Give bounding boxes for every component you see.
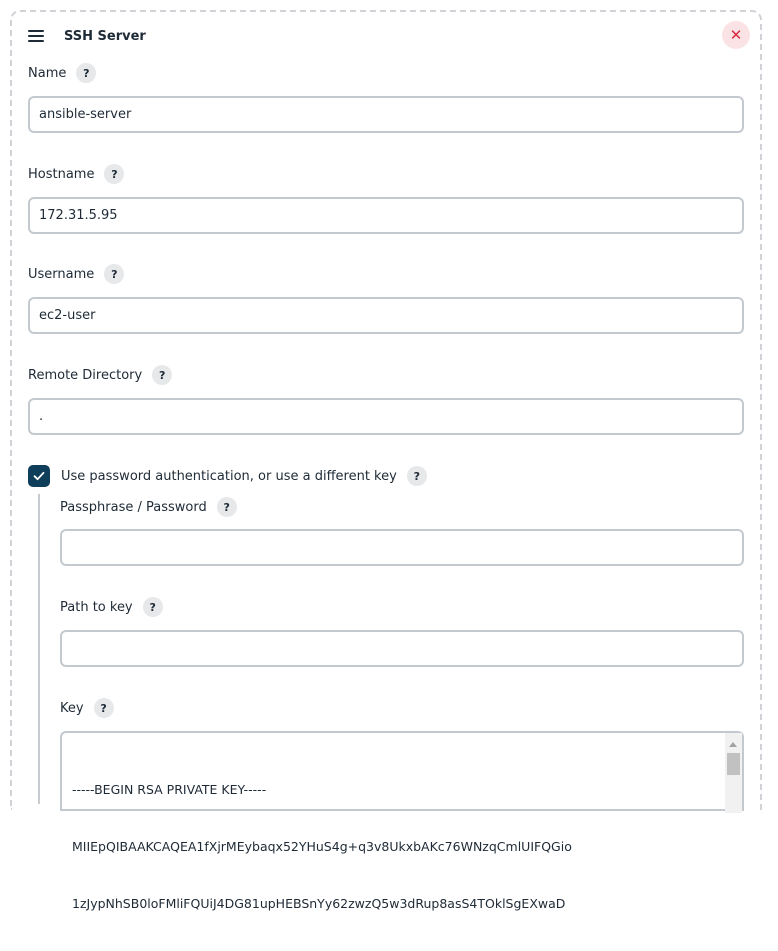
remote-directory-input[interactable]: [28, 398, 744, 435]
key-line: -----BEGIN RSA PRIVATE KEY-----: [72, 782, 267, 797]
nested-section-bar: [38, 494, 40, 804]
name-input[interactable]: [28, 96, 744, 133]
username-label: Username: [28, 266, 95, 282]
remote-directory-label: Remote Directory: [28, 367, 143, 383]
panel-header: [28, 24, 146, 48]
password-auth-label-row: [61, 466, 427, 486]
hostname-help-icon[interactable]: ?: [104, 164, 124, 184]
passphrase-label-row: [60, 497, 237, 517]
panel-title: SSH Server: [64, 28, 146, 44]
checkmark-icon: [32, 469, 46, 483]
hostname-label-row: [28, 164, 124, 184]
name-label: Name: [28, 65, 67, 81]
password-auth-label[interactable]: Use password authentication, or use a different key: [61, 468, 397, 484]
password-auth-help-icon[interactable]: ?: [407, 466, 427, 486]
remote-directory-help-icon[interactable]: ?: [152, 365, 172, 385]
passphrase-help-icon[interactable]: ?: [217, 497, 237, 517]
path-to-key-help-icon[interactable]: ?: [143, 597, 163, 617]
passphrase-label: Passphrase / Password: [60, 499, 207, 515]
key-label: Key: [60, 700, 84, 716]
scroll-up-arrow-icon[interactable]: [729, 742, 737, 747]
path-to-key-input[interactable]: [60, 630, 744, 667]
key-scrollbar[interactable]: [725, 733, 742, 813]
path-to-key-label: Path to key: [60, 599, 133, 615]
passphrase-input[interactable]: [60, 529, 744, 566]
key-text: [72, 742, 572, 951]
remote-directory-label-row: [28, 365, 172, 385]
name-label-row: [28, 63, 96, 83]
scroll-thumb[interactable]: [727, 753, 740, 775]
path-to-key-label-row: [60, 597, 163, 617]
name-help-icon[interactable]: ?: [76, 63, 96, 83]
username-help-icon[interactable]: ?: [104, 264, 124, 284]
key-line: 1zJypNhSB0loFMliFQUiJ4DG81upHEBSnYy62zwzQ5w3dRup8asS4TOklSgEXwaD: [72, 896, 566, 911]
drag-handle-icon[interactable]: [28, 30, 44, 42]
key-label-row: [60, 698, 114, 718]
hostname-input[interactable]: [28, 197, 744, 234]
key-textarea[interactable]: [60, 731, 744, 911]
key-help-icon[interactable]: ?: [94, 698, 114, 718]
username-label-row: [28, 264, 124, 284]
username-input[interactable]: [28, 297, 744, 334]
key-line: MIIEpQIBAAKCAQEA1fXjrMEybaqx52YHuS4g+q3v8UkxbAKc76WNzqCmlUIFQGio: [72, 839, 572, 854]
password-auth-checkbox[interactable]: [28, 465, 50, 487]
hostname-label: Hostname: [28, 166, 95, 182]
close-button[interactable]: ✕: [722, 21, 750, 49]
